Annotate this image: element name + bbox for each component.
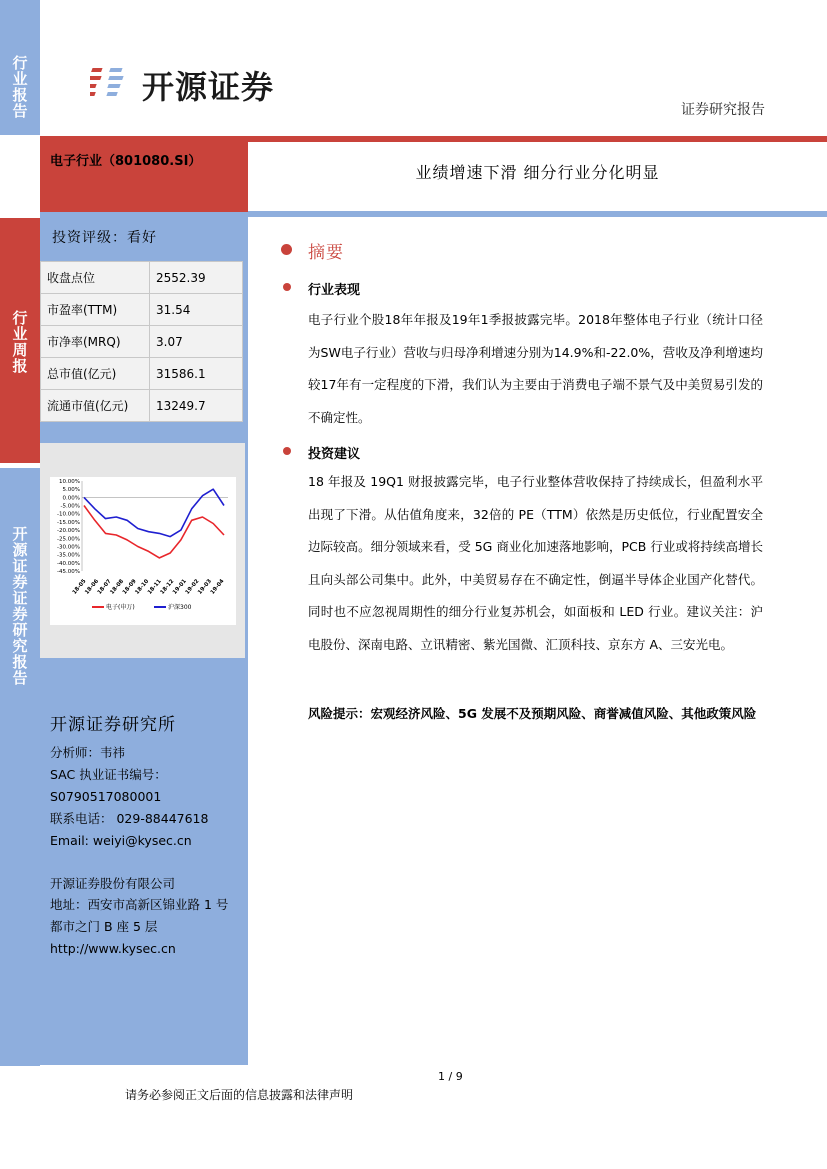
x-tick-label: 18-09 xyxy=(121,578,138,596)
paragraph-performance: 电子行业个股18年年报及19年1季报披露完毕。2018年整体电子行业（统计口径为SW电子行业）营收与归母净利增速分别为14.9%和-22.0%，营收及净利增速均较17年有一定程度的下滑，我们认为主要由于消费电子端不景气及中美贸易引发的不确定性。 xyxy=(308,312,763,425)
legend-label: 电子(申万) xyxy=(106,604,135,611)
phone-number: 联系电话： 029-88447618 xyxy=(50,811,209,826)
report-title: 业绩增速下滑 细分行业分化明显 xyxy=(415,163,660,182)
x-tick-label: 19-02 xyxy=(184,578,201,596)
y-tick-label: 5.00% xyxy=(62,487,80,494)
series-line-1 xyxy=(84,506,224,558)
section-title-summary: 摘要 xyxy=(308,243,344,263)
x-tick-label: 18-11 xyxy=(146,578,163,596)
x-tick-label: 18-08 xyxy=(109,578,126,596)
address-line-1: 地址：西安市高新区锦业路 1 号 xyxy=(50,897,229,912)
industry-label: 电子行业（801080.SI） xyxy=(50,154,202,169)
section-bullet-icon xyxy=(281,244,292,255)
side-tab-weekly: 行业周报 xyxy=(0,218,40,463)
risk-warning: 风险提示：宏观经济风险、5G 发展不及预期风险、商誉减值风险、其他政策风险 xyxy=(308,706,757,721)
y-tick-label: -20.00% xyxy=(57,528,80,535)
analyst-name: 分析师：韦祎 xyxy=(50,745,126,760)
y-tick-label: -45.00% xyxy=(57,569,80,575)
y-tick-label: 10.00% xyxy=(59,479,80,485)
side-tab-strip xyxy=(0,0,40,1065)
report-type-label: 证券研究报告 xyxy=(681,102,765,118)
blue-divider xyxy=(248,211,827,217)
subsection-title-performance: 行业表现 xyxy=(308,283,361,298)
performance-line-chart xyxy=(50,477,236,625)
table-row: 总市值(亿元) 31586.1 xyxy=(41,358,243,390)
paragraph-advice: 18 年报及 19Q1 财报披露完毕，电子行业整体营收保持了持续成长，但盈利水平出现了下滑。从估值角度来，32倍的 PE（TTM）依然是历史低位，行业配置安全边际较高。细分领域来看，受 5G 商业化加速落地影响，PCB 行业或将持续高增长且向头部公司集中。此外，中美贸易存在不确定性，倒逼半导体企业国产化替代。同时也不应忽视周期性的细分行业复苏机会，如面板和 LED 行业。建议关注：沪电股份、深南电路、立讯精密、紫光国微、汇顶科技、京东方 A、三安光电。 xyxy=(308,474,763,652)
market-metrics-table xyxy=(40,261,243,422)
footer-disclaimer: 请务必参阅正文后面的信息披露和法律声明 xyxy=(125,1088,354,1102)
y-tick-label: 0.00% xyxy=(62,495,80,502)
y-tick-label: -5.00% xyxy=(60,503,80,510)
investment-rating: 投资评级：看好 xyxy=(52,230,157,246)
logo-text: 开源证券 xyxy=(142,68,275,106)
y-tick-label: -15.00% xyxy=(57,519,80,526)
industry-banner xyxy=(40,136,248,212)
y-tick-label: -40.00% xyxy=(57,560,80,567)
red-divider xyxy=(248,136,827,142)
subsection-title-advice: 投资建议 xyxy=(308,447,361,462)
x-tick-label: 19-04 xyxy=(209,578,226,596)
y-tick-label: -25.00% xyxy=(57,536,80,543)
website-link[interactable]: http://www.kysec.cn xyxy=(50,941,176,956)
x-tick-label: 18-06 xyxy=(84,578,101,596)
institute-name: 开源证券研究所 xyxy=(50,715,176,735)
y-tick-label: -30.00% xyxy=(57,544,80,551)
chart-frame xyxy=(50,477,236,625)
logo-mark-icon xyxy=(90,64,134,106)
y-tick-label: -35.00% xyxy=(57,552,80,559)
side-tab-industry-report: 行业报告 xyxy=(0,0,40,135)
table-row: 流通市值(亿元) 13249.7 xyxy=(41,390,243,422)
table-row: 收盘点位 2552.39 xyxy=(41,262,243,294)
email-address: Email: weiyi@kysec.cn xyxy=(50,833,192,848)
company-name: 开源证券股份有限公司 xyxy=(50,876,176,891)
series-line-2 xyxy=(84,489,224,536)
sac-label: SAC 执业证书编号： xyxy=(50,767,167,782)
table-row: 市盈率(TTM) 31.54 xyxy=(41,294,243,326)
sub-bullet-icon xyxy=(283,283,291,291)
page-number: 1 / 9 xyxy=(438,1070,463,1083)
table-row: 市净率(MRQ) 3.07 xyxy=(41,326,243,358)
sub-bullet-icon xyxy=(283,447,291,455)
y-tick-label: -10.00% xyxy=(57,511,80,518)
x-tick-label: 18-12 xyxy=(159,578,176,596)
sac-number: S0790517080001 xyxy=(50,789,162,804)
company-logo xyxy=(90,62,274,108)
x-tick-label: 19-03 xyxy=(197,578,213,596)
x-tick-label: 18-07 xyxy=(96,578,113,596)
x-tick-label: 18-05 xyxy=(71,578,88,596)
side-tab-research: 开源证券证券研究报告 xyxy=(0,468,40,1066)
legend-label: 沪深300 xyxy=(168,604,192,611)
x-tick-label: 18-10 xyxy=(134,578,151,596)
address-line-2: 都市之门 B 座 5 层 xyxy=(50,919,158,934)
x-tick-label: 19-01 xyxy=(171,578,188,596)
